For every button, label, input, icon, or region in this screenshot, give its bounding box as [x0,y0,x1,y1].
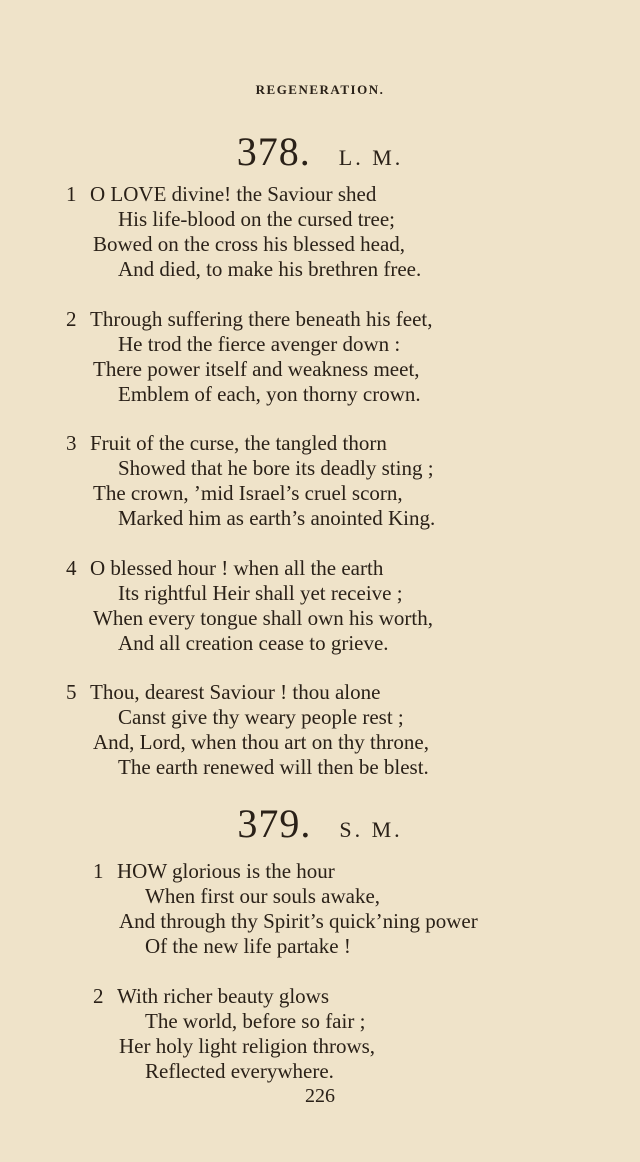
verse-line: And, Lord, when thou art on thy throne, [93,730,429,754]
verse-number: 5 [66,680,77,704]
verse-line: Of the new life partake ! [145,934,351,958]
verse-line: And died, to make his brethren free. [118,257,422,281]
verse-line: The crown, ’mid Israel’s cruel scorn, [93,481,403,505]
verse-line: Reflected everywhere. [145,1059,334,1083]
hymn-number: 379. [237,801,312,846]
verse-line: 4 O blessed hour ! when all the earth [66,556,384,580]
verse-line: 1 O LOVE divine! the Saviour shed [66,182,377,206]
verse-number: 2 [93,984,104,1008]
verse-line: Bowed on the cross his blessed head, [93,232,406,256]
verse-line: The world, before so fair ; [145,1009,366,1033]
verse-line: He trod the fierce avenger down : [118,332,401,356]
verse-number: 1 [66,182,77,206]
hymn-meter: S. M. [339,817,403,842]
verse-line: Its rightful Heir shall yet receive ; [118,581,403,605]
running-head: REGENERATION. [255,82,385,97]
verse-line: Marked him as earth’s anointed King. [118,506,436,530]
verse-line: 5 Thou, dearest Saviour ! thou alone [66,680,381,704]
verse-line: 3 Fruit of the curse, the tangled thorn [66,431,387,455]
verse-line: When every tongue shall own his worth, [93,606,434,630]
verse-number: 2 [66,307,77,331]
hymn-meter: L. M. [338,145,404,170]
verse-line: Her holy light religion throws, [119,1034,376,1058]
verse-line: Showed that he bore its deadly sting ; [118,456,434,480]
verse-line: There power itself and weakness meet, [93,357,420,381]
hymn-number: 378. [236,129,311,174]
verse-line: When first our souls awake, [145,884,381,908]
verse-line: Canst give thy weary people rest ; [118,705,404,729]
verse-line: 2 With richer beauty glows [93,984,330,1008]
verse-line: 2 Through suffering there beneath his feet, [66,307,433,331]
verse-line: The earth renewed will then be blest. [118,755,429,779]
verse-line: Emblem of each, yon thorny crown. [118,382,421,406]
hymn-title-379 [0,800,640,847]
page-number: 226 [305,1085,335,1107]
hymn-title-378 [0,128,640,175]
verse-line: 1 HOW glorious is the hour [93,859,335,883]
verse-line: His life-blood on the cursed tree; [118,207,395,231]
verse-number: 1 [93,859,104,883]
verse-number: 4 [66,556,77,580]
verse-number: 3 [66,431,77,455]
verse-line: And all creation cease to grieve. [118,631,389,655]
verse-line: And through thy Spirit’s quick’ning power [119,909,478,933]
